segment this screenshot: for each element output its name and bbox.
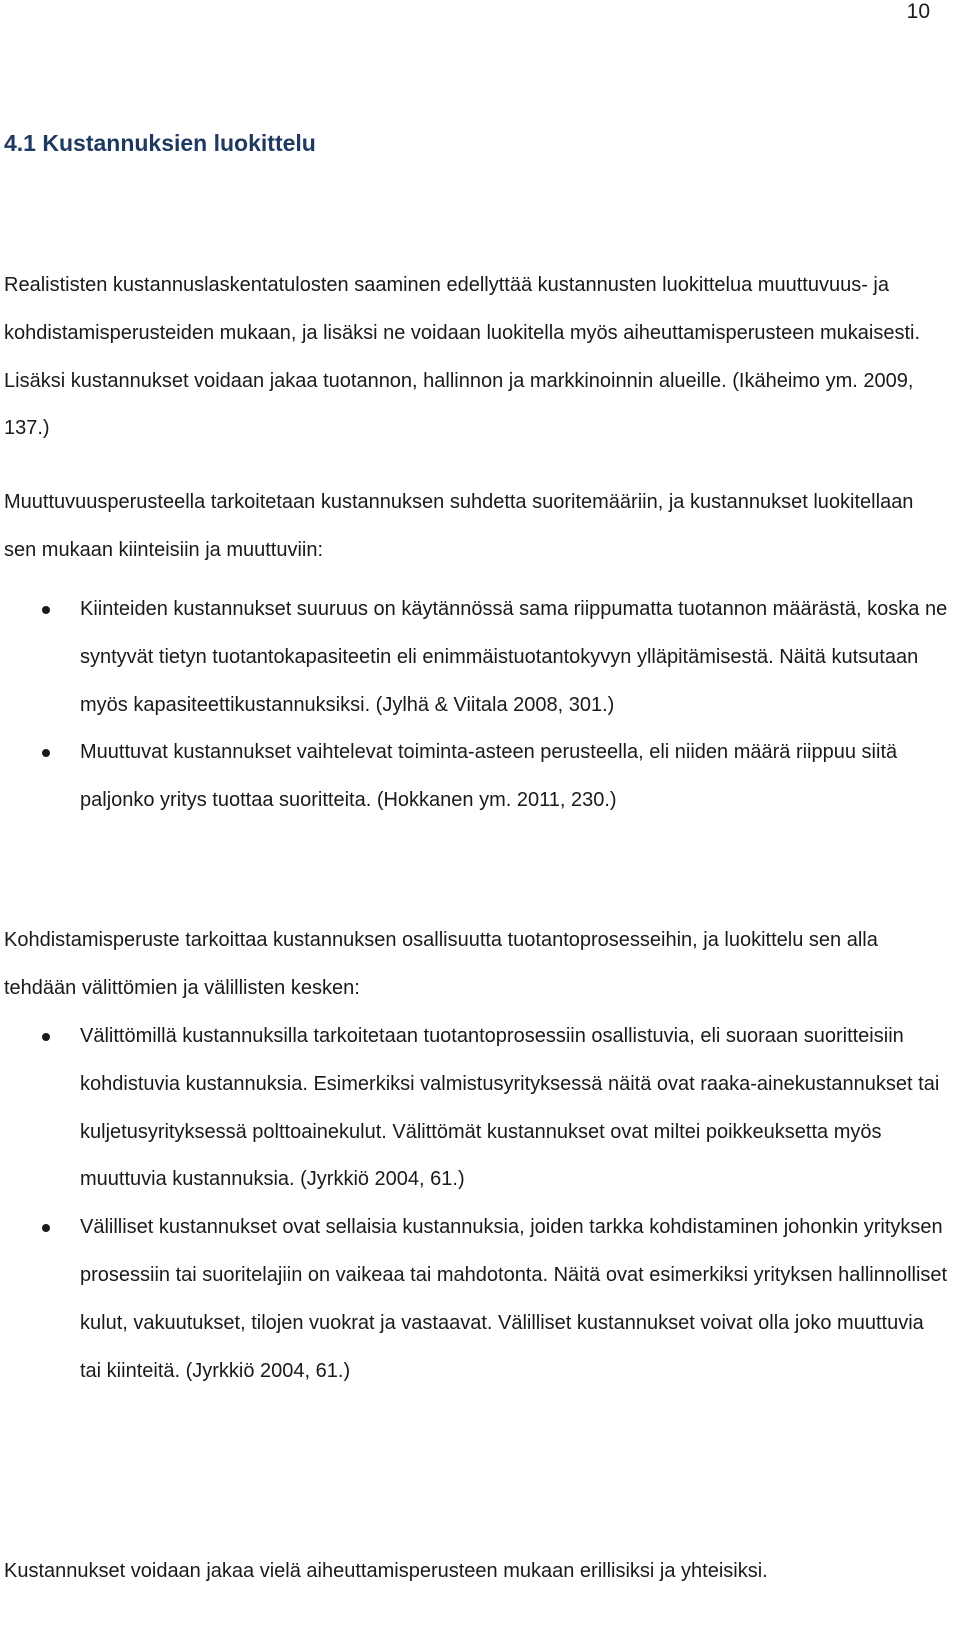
list-item xyxy=(0,586,950,729)
list-item-text: Muuttuvat kustannukset vaihtelevat toiminta-asteen perusteella, eli niiden määrä riippuu siitä paljonko yritys tuottaa suoritteita. (Hokkanen ym. 2011, 230.) xyxy=(80,741,898,812)
bullet-icon xyxy=(42,1033,50,1041)
allocation-bullet-list xyxy=(0,1013,950,1395)
list-item xyxy=(0,1013,950,1204)
variability-bullet-list xyxy=(0,586,950,825)
paragraph-causation: Kustannukset voidaan jakaa vielä aiheuttamisperusteen mukaan erillisiksi ja yhteisiksi. xyxy=(4,1560,768,1582)
section-heading: 4.1 Kustannuksien luokittelu xyxy=(4,130,316,156)
bullet-icon xyxy=(42,1224,50,1232)
list-item xyxy=(0,1204,950,1395)
list-item-text: Välittömillä kustannuksilla tarkoitetaan tuotantoprosessiin osallistuvia, eli suoraan suoritteisiin kohdistuvia kustannuksia. Esimerkiksi valmistusyrityksessä näitä ovat raaka-ainekustannukset tai kuljetusyrityksessä polttoainekulut. Välittömät kustannukset ovat miltei poikkeuksetta myös muuttuvia kustannuksia. (Jyrkkiö 2004, 61.) xyxy=(80,1025,940,1191)
list-item-text: Kiinteiden kustannukset suuruus on käytännössä sama riippumatta tuotannon määrästä, koska ne syntyvät tietyn tuotantokapasiteetin eli enimmäistuotantokyvyn ylläpitämisestä. Näitä kutsutaan myös kapasiteettikustannuksiksi. (Jylhä & Viitala 2008, 301.) xyxy=(80,598,948,716)
paragraph-variability: Muuttuvuusperusteella tarkoitetaan kustannuksen suhdetta suoritemääriin, ja kustannukset luokitellaan sen mukaan kiinteisiin ja muuttuviin: xyxy=(4,491,914,561)
list-item-text: Välilliset kustannukset ovat sellaisia kustannuksia, joiden tarkka kohdistaminen johonkin yrityksen prosessiin tai suoritelajiin on vaikeaa tai mahdotonta. Näitä ovat esimerkiksi yrityksen hallinnolliset kulut, vakuutukset, tilojen vuokrat ja vastaavat. Välilliset kustannukset voivat olla joko muuttuvia tai kiinteitä. (Jyrkkiö 2004, 61.) xyxy=(80,1216,948,1382)
page-number: 10 xyxy=(906,0,930,23)
bullet-icon xyxy=(42,606,50,614)
bullet-icon xyxy=(42,749,50,757)
list-item xyxy=(0,729,950,825)
paragraph-intro: Realististen kustannuslaskentatulosten saaminen edellyttää kustannusten luokittelua muuttuvuus- ja kohdistamisperusteiden mukaan, ja lisäksi ne voidaan luokitella myös aiheuttamisperusteen mukaisesti. Lisäksi kustannukset voidaan jakaa tuotannon, hallinnon ja markkinoinnin alueille. (Ikäheimo ym. 2009, 137.) xyxy=(4,274,921,440)
paragraph-allocation: Kohdistamisperuste tarkoittaa kustannuksen osallisuutta tuotantoprosesseihin, ja luokittelu sen alla tehdään välittömien ja välillisten kesken: xyxy=(4,929,878,999)
